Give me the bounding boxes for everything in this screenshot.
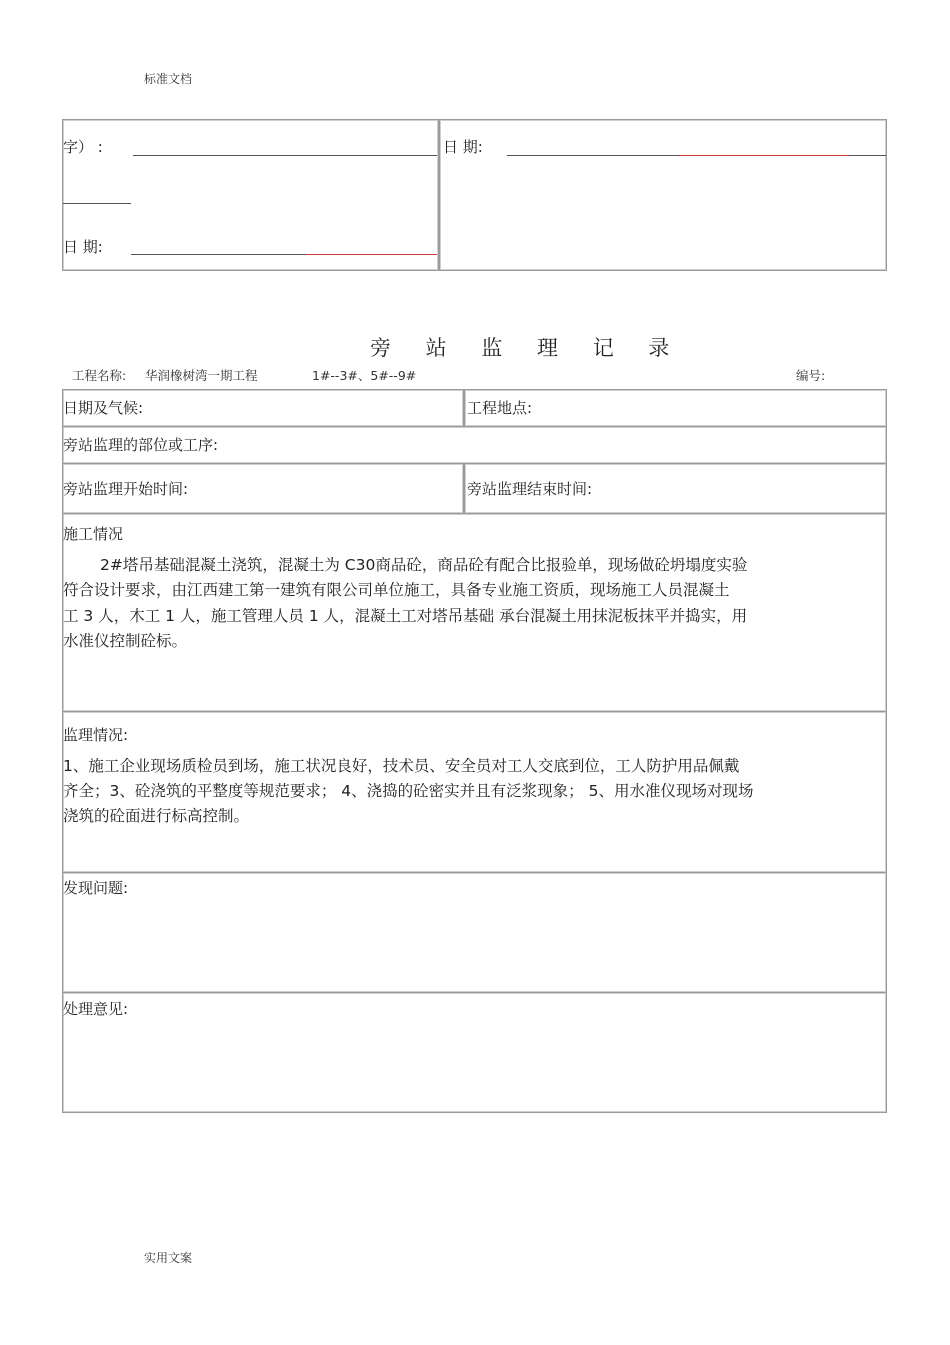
page-header: 标准文档 [144,72,193,86]
signature-cell-left [62,119,439,271]
left-date-line-red [306,254,437,255]
construction-line: 2#塔吊基础混凝土浇筑，混凝土为 C30商品砼，商品砼有配合比报验单，现场做砼坍塌度实验 [100,556,748,574]
opinion-label: 处理意见: [63,1000,129,1018]
problems-label: 发现问题: [63,879,129,897]
supervision-line: 浇筑的砼面进行标高控制。 [63,807,250,825]
construction-heading: 施工情况 [63,525,124,543]
construction-line: 符合设计要求，由江西建工第一建筑有限公司单位施工，具备专业施工资质，现场施工人员混凝土 [63,581,730,599]
page-title: 旁 站 监 理 记 录 [370,336,684,360]
signature-cell-right [439,119,887,271]
number-label: 编号: [796,368,826,383]
opinion-cell [62,992,887,1113]
start-time-label: 旁站监理开始时间: [63,480,189,498]
supervision-heading: 监理情况: [63,726,129,744]
left-date-label: 日 期: [63,238,103,256]
supervision-line: 1、施工企业现场质检员到场，施工状况良好，技术员、安全员对工人交底到位，工人防护用品佩戴 [63,757,740,775]
part-label: 旁站监理的部位或工序: [63,436,219,454]
left-date-line [131,254,306,255]
date-weather-label: 日期及气候: [63,399,144,417]
signature-label: 字） : [63,138,103,156]
right-date-line-end [849,155,886,156]
end-time-label: 旁站监理结束时间: [467,480,593,498]
page-footer: 实用文案 [144,1251,193,1265]
project-name: 华润橡树湾一期工程 [145,368,258,383]
right-date-label: 日 期: [443,138,483,156]
construction-line: 工 3 人，木工 1 人，施工管理人员 1 人，混凝土工对塔吊基础 承台混凝土用抹泥板抹平并捣实，用 [63,607,748,625]
project-label: 工程名称: [72,368,127,383]
signature-line-continued [63,203,131,204]
right-date-line [507,155,679,156]
construction-line: 水准仪控制砼标。 [63,632,188,650]
right-date-line-red [679,155,849,156]
project-buildings: 1#--3#、5#--9# [312,368,417,383]
location-label: 工程地点: [467,399,533,417]
supervision-line: 齐全；3、砼浇筑的平整度等规范要求； 4、浇捣的砼密实并且有泛浆现象； 5、用水准仪现场对现场 [63,782,754,800]
signature-line [133,155,437,156]
problems-cell [62,872,887,993]
